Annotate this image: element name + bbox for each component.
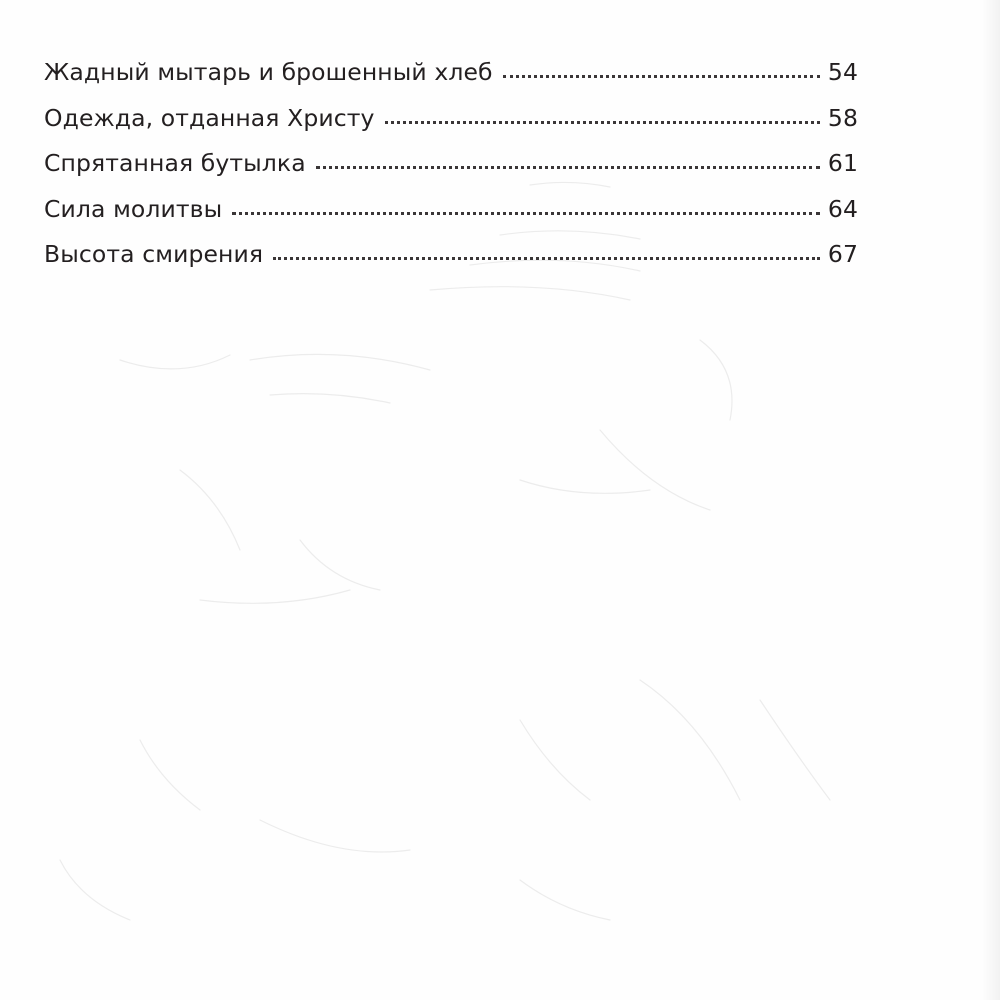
toc-entry[interactable] — [44, 149, 858, 195]
table-of-contents — [44, 58, 858, 286]
toc-dot-leader — [503, 75, 820, 78]
toc-dot-leader — [273, 257, 820, 260]
toc-entry-title: Спрятанная бутылка — [44, 149, 306, 177]
toc-entry[interactable] — [44, 195, 858, 241]
toc-entry-title: Одежда, отданная Христу — [44, 103, 375, 132]
toc-entry[interactable] — [44, 58, 858, 104]
toc-entry[interactable] — [44, 240, 858, 286]
toc-entry-page: 61 — [827, 149, 858, 177]
toc-dot-leader — [316, 166, 820, 169]
toc-entry[interactable] — [44, 104, 858, 150]
toc-entry-title: Жадный мытарь и брошенный хлеб — [44, 58, 493, 86]
toc-entry-page: 54 — [827, 58, 858, 86]
page-edge-shadow — [982, 0, 1000, 1000]
toc-dot-leader — [232, 212, 820, 215]
toc-entry-page: 64 — [827, 194, 858, 223]
toc-entry-page: 58 — [827, 103, 858, 132]
toc-entry-title: Высота смирения — [44, 240, 264, 268]
toc-entry-title: Сила молитвы — [44, 194, 223, 223]
toc-entry-page: 67 — [827, 240, 858, 268]
toc-dot-leader — [385, 121, 820, 124]
